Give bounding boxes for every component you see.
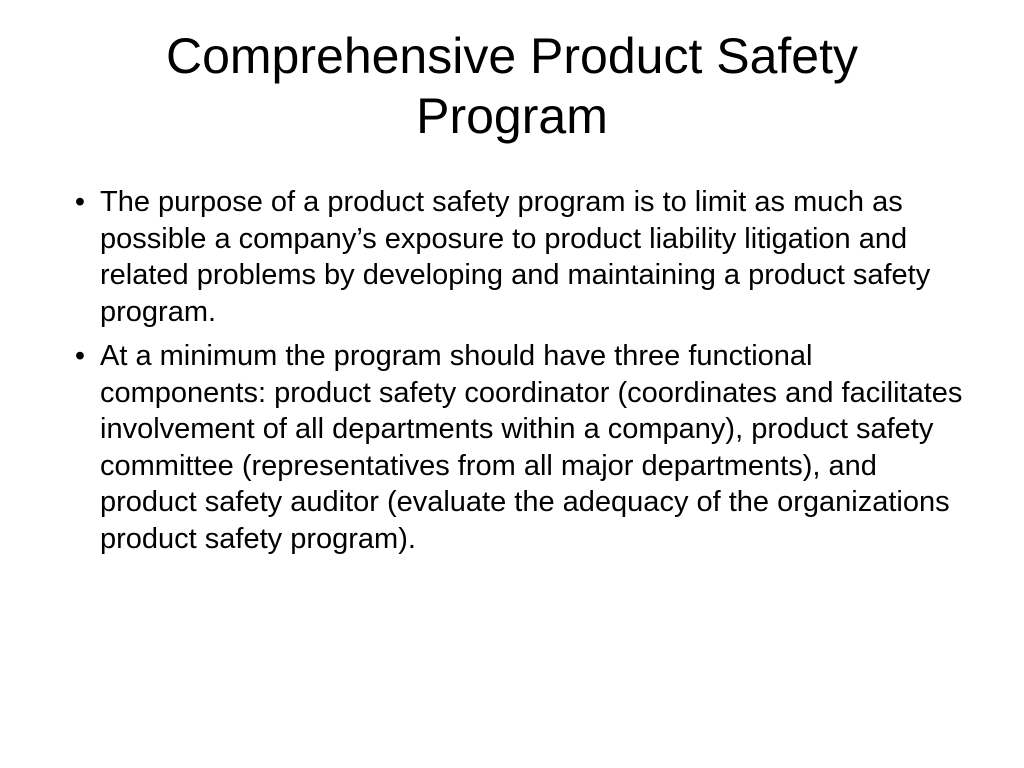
bullet-list xyxy=(60,184,980,565)
bullet-item-purpose xyxy=(60,184,980,330)
slide-title-line-2: Program xyxy=(416,88,608,144)
bullet-marker: • xyxy=(74,186,86,218)
bullet-text-components: At a minimum the program should have three functional components: product safety coordinator (coordinates and facilitates involvement of all departments within a company), product safety committee (representatives from all major departments), and product safety auditor (evaluate the adequacy of the organizations product safety program). xyxy=(100,340,963,555)
bullet-item-components xyxy=(60,338,980,557)
slide-title xyxy=(60,26,964,146)
slide-title-line-1: Comprehensive Product Safety xyxy=(165,28,859,84)
bullet-text-purpose: The purpose of a product safety program is to limit as much as possible a company’s exposure to product liability litigation and related problems by developing and maintaining a product safety program. xyxy=(100,186,931,328)
bullet-marker: • xyxy=(74,340,86,372)
